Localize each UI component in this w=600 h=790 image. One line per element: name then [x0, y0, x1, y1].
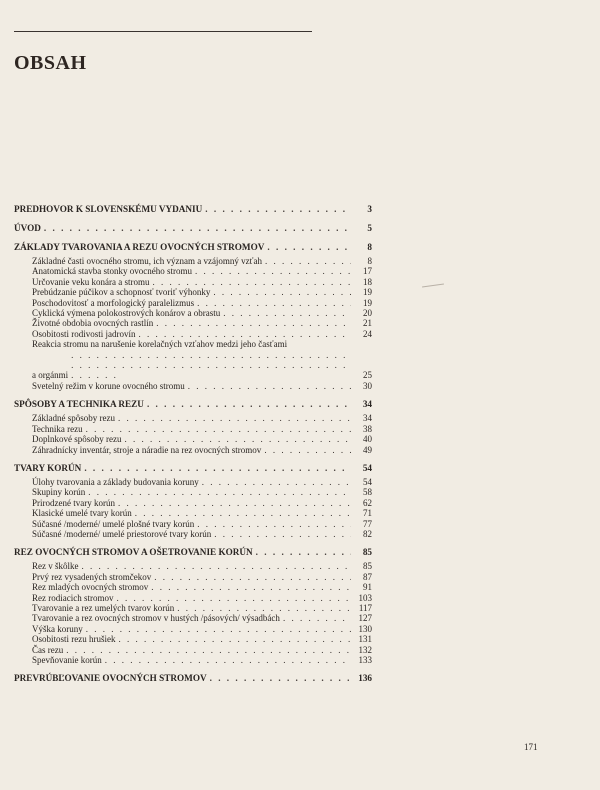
toc-subentry: [14, 529, 372, 539]
toc-chapter-entry: [14, 463, 372, 474]
toc-subentry: [14, 434, 372, 444]
dot-leader: [86, 624, 351, 634]
subentry-title: Poschodovitosť a morfologický paralelizmus: [32, 297, 195, 308]
subentry-page: 62: [363, 497, 372, 508]
dot-leader: [88, 487, 351, 497]
subentry-title: Rez v škôlke: [32, 561, 79, 572]
toc-section: [14, 547, 372, 665]
toc-chapter-entry: [14, 242, 372, 253]
dot-leader: [135, 508, 351, 518]
chapter-page: 54: [362, 462, 372, 473]
subentry-page: 131: [358, 634, 372, 645]
subentry-page: 54: [363, 476, 372, 487]
subentry-page: 25: [363, 370, 372, 381]
dot-leader: [214, 529, 351, 539]
dot-leader: [197, 519, 351, 529]
subentry-page: 117: [358, 602, 372, 613]
subentry-title: Prebúdzanie púčikov a schopnosť tvoriť výhonky: [32, 287, 211, 298]
toc-subentry: [14, 339, 372, 381]
toc-subentry: [14, 277, 372, 287]
pencil-mark: [422, 283, 444, 287]
subentry-title: Osobitosti rezu hrušiek: [32, 634, 116, 645]
dot-leader: [118, 498, 351, 508]
subentry-title: Tvarovanie a rez umelých tvarov korún: [32, 602, 175, 613]
chapter-title: PREVRÚBĽOVANIE OVOCNÝCH STROMOV: [14, 673, 207, 684]
subentry-page: 30: [363, 380, 372, 391]
dot-leader: [139, 329, 352, 339]
page-number: 171: [524, 742, 538, 752]
subentry-page: 85: [363, 561, 372, 572]
chapter-page: 136: [358, 673, 372, 684]
toc-chapter-entry: [14, 223, 372, 234]
subentry-title: Súčasné /moderné/ umelé priestorové tvary korún: [32, 528, 212, 539]
dot-leader: [147, 399, 351, 410]
chapter-title: TVARY KORÚN: [14, 462, 82, 473]
dot-leader: [267, 242, 351, 253]
subentry-page: 18: [363, 276, 372, 287]
page-title: OBSAH: [14, 52, 87, 74]
dot-leader: [105, 655, 351, 665]
dot-leader: [116, 593, 351, 603]
dot-leader: [119, 634, 352, 644]
subentry-title: Výška koruny: [32, 623, 83, 634]
dot-leader: [86, 424, 351, 434]
dot-leader: [154, 572, 351, 582]
toc-subentry: [14, 287, 372, 297]
dot-leader: [202, 477, 351, 487]
chapter-title: ÚVOD: [14, 223, 41, 233]
toc-subentry: [14, 519, 372, 529]
subentry-title: Prirodzené tvary korún: [32, 497, 115, 508]
chapter-title: PREDHOVOR K SLOVENSKÉMU VYDANIU: [14, 204, 203, 214]
subentry-title: Technika rezu: [32, 423, 83, 434]
toc-subentry: [14, 582, 372, 592]
subentry-title: Doplnkové spôsoby rezu: [32, 434, 122, 445]
toc-subentry: [14, 381, 372, 391]
subentry-title: Čas rezu: [32, 644, 64, 655]
dot-leader: [156, 318, 351, 328]
subentry-page: 77: [363, 518, 372, 529]
subentry-page: 21: [363, 318, 372, 329]
subentry-page: 17: [363, 266, 372, 277]
toc-subentry: [14, 645, 372, 655]
chapter-page: 34: [362, 399, 372, 410]
subentry-title: Cyklická výmena polokostrových konárov a obrastu: [32, 308, 221, 319]
subentry-page: 132: [358, 644, 372, 655]
toc-subentry: [14, 634, 372, 644]
toc-subentry: [14, 298, 372, 308]
toc-subentry: [14, 329, 372, 339]
toc-subentry: [14, 413, 372, 423]
subentry-page: 103: [358, 592, 372, 603]
toc-subentry: [14, 508, 372, 518]
toc-subentry: [14, 445, 372, 455]
subentry-title: Rez mladých ovocných stromov: [32, 582, 149, 593]
subentry-page: 19: [363, 287, 372, 298]
dot-leader: [82, 561, 352, 571]
toc-subentry: [14, 561, 372, 571]
subentry-title: Osobitosti rodivosti jadrovín: [32, 328, 136, 339]
subentry-page: 71: [363, 508, 372, 519]
subentry-title: Anatomická stavba stonky ovocného stromu: [32, 266, 192, 277]
toc-subentry: [14, 603, 372, 613]
subentry-page: 87: [363, 571, 372, 582]
dot-leader: [125, 434, 352, 444]
subentry-title-continued: a orgánmi: [32, 370, 69, 381]
subentry-page: 58: [363, 487, 372, 498]
dot-leader: [118, 413, 351, 423]
dot-leader: [188, 381, 351, 391]
dot-leader: [256, 547, 351, 558]
subentry-page: 34: [363, 413, 372, 424]
dot-leader: [151, 582, 351, 592]
chapter-page: 8: [367, 242, 372, 252]
toc-chapter-entry: [14, 204, 372, 215]
toc-chapter-entry: [14, 673, 372, 684]
subentry-page: 20: [363, 308, 372, 319]
toc-section: [14, 223, 372, 234]
subentry-title: Záhradnícky inventár, stroje a náradie na rez ovocných stromov: [32, 444, 262, 455]
toc-section: [14, 399, 372, 455]
subentry-page: 82: [363, 528, 372, 539]
subentry-page: 38: [363, 423, 372, 434]
toc-section: [14, 204, 372, 215]
dot-leader: [195, 266, 351, 276]
dot-leader: [210, 673, 351, 684]
dot-leader: [265, 256, 351, 266]
toc-subentry: [14, 477, 372, 487]
subentry-title: Svetelný režim v korune ovocného stromu: [32, 380, 185, 391]
toc-subentry: [14, 487, 372, 497]
subentry-title: Spevňovanie korún: [32, 655, 102, 665]
dot-leader: [152, 277, 351, 287]
dot-leader: [177, 603, 351, 613]
subentry-page: 49: [363, 444, 372, 455]
dot-leader: [213, 287, 351, 297]
subentry-page: 40: [363, 434, 372, 445]
dot-leader: [283, 613, 351, 623]
subentry-title: Úlohy tvarovania a základy budovania koruny: [32, 476, 199, 487]
toc-subentry: [14, 318, 372, 328]
toc-subentry: [14, 256, 372, 266]
toc-subentry: [14, 572, 372, 582]
chapter-page: 5: [367, 223, 372, 233]
toc-subentry: [14, 424, 372, 434]
subentry-title: Prvý rez vysadených stromčekov: [32, 571, 152, 582]
chapter-page: 85: [362, 547, 372, 558]
toc-section: [14, 673, 372, 684]
toc-subentry: [14, 613, 372, 623]
subentry-page: 130: [358, 623, 372, 634]
toc-section: [14, 242, 372, 391]
subentry-title: Klasické umelé tvary korún: [32, 508, 132, 519]
toc-subentry: [14, 655, 372, 665]
subentry-title: Základné časti ovocného stromu, ich význam a vzájomný vzťah: [32, 256, 263, 266]
chapter-title: SPÔSOBY A TECHNIKA REZU: [14, 399, 144, 410]
dot-leader: [223, 308, 351, 318]
chapter-title: ZÁKLADY TVAROVANIA A REZU OVOCNÝCH STROMOV: [14, 242, 265, 252]
subentry-page: 24: [363, 328, 372, 339]
subentry-title: Skupiny korún: [32, 487, 86, 498]
toc-subentry: [14, 308, 372, 318]
subentry-title: Tvarovanie a rez ovocných stromov v hustých /pásových/ výsadbách: [32, 613, 280, 624]
dot-leader: [197, 298, 351, 308]
subentry-page: 91: [363, 582, 372, 593]
table-of-contents: [14, 204, 372, 692]
toc-subentry: [14, 593, 372, 603]
subentry-title: Určovanie veku konára a stromu: [32, 276, 150, 287]
subentry-page: 19: [363, 297, 372, 308]
toc-chapter-entry: [14, 399, 372, 410]
subentry-title: Rez rodiacich stromov: [32, 592, 114, 603]
toc-subentry: [14, 266, 372, 276]
subentry-title: Základné spôsoby rezu: [32, 413, 115, 424]
subentry-title: Reakcia stromu na narušenie korelačných vzťahov medzi jeho časťami: [32, 339, 288, 350]
top-rule: [14, 31, 312, 32]
toc-chapter-entry: [14, 547, 372, 558]
toc-subentry: [14, 498, 372, 508]
chapter-page: 3: [367, 204, 372, 214]
subentry-title: Súčasné /moderné/ umelé plošné tvary korún: [32, 518, 195, 529]
dot-leader: [84, 463, 351, 474]
toc-subentry: [14, 624, 372, 634]
dot-leader: [71, 350, 351, 381]
dot-leader: [264, 445, 351, 455]
toc-section: [14, 463, 372, 539]
subentry-page: 8: [367, 256, 372, 266]
subentry-title: Životné obdobia ovocných rastlín: [32, 318, 154, 329]
subentry-page: 127: [358, 613, 372, 624]
dot-leader: [66, 645, 351, 655]
dot-leader: [205, 204, 351, 215]
subentry-page: 133: [358, 655, 372, 665]
chapter-title: REZ OVOCNÝCH STROMOV A OŠETROVANIE KORÚN: [14, 547, 253, 558]
dot-leader: [44, 223, 351, 234]
